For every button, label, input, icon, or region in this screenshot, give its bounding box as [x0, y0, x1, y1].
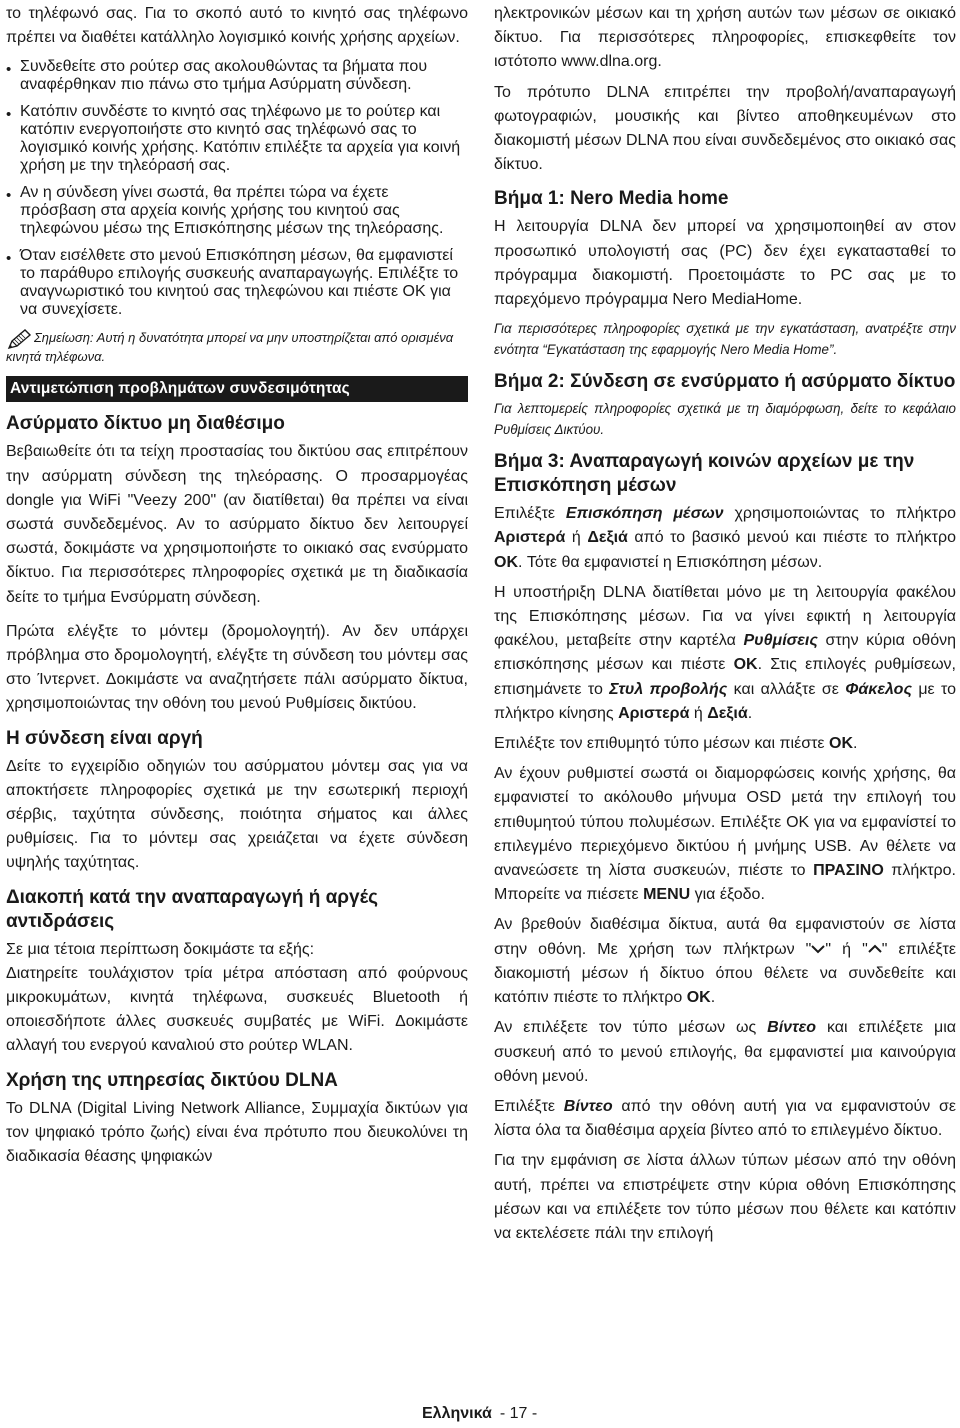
paragraph: Το πρότυπο DLNA επιτρέπει την προβολή/αναπαραγωγή φωτογραφιών, μουσικής και βίντεο αποθηκευμένων στο διακομιστή μέσων DLNA που είναι συνδεδεμένος στο οικιακό σας δίκτυο.	[494, 83, 956, 174]
paragraph: ηλεκτρονικών μέσων και τη χρήση αυτών των μέσων σε οικιακό δίκτυο. Για περισσότερες πληροφορίες, επισκεφθείτε τον ιστότοπο www.dlna.org.	[494, 5, 956, 71]
paragraph: Αν έχουν ρυθμιστεί σωστά οι διαμορφώσεις κοινής χρήσης, θα εμφανιστεί το ακόλουθο μήνυμα OSD μετά την επιλογή του επιθυμητού τύπου πολυμέσων. Επιλέξτε OK για να εμφανίστεί το επιλεγμένο περιεχόμενο δικτύου ή μνήμης USB. Αν θέλετε να ανανεώσετε τη λίστα συσκευών, πιέστε το ΠΡΑΣΙΝΟ πλήκτρο. Μπορείτε να πιέσετε MENU για έξοδο.	[494, 765, 956, 904]
heading-slow: Η σύνδεση είναι αργή	[6, 727, 203, 749]
italic-note: Για λεπτομερείς πληροφορίες σχετικά με τη διαμόρφωση, δείτε το κεφάλαιο Ρυθμίσεις Δικτύου.	[494, 401, 956, 438]
bullet-item: • Συνδεθείτε στο ρούτερ σας ακολουθώντας τα βήματα που αναφέρθηκαν πιο πάνω στο τμήμα Ασύρματη σύνδεση.	[6, 58, 468, 94]
heading-wireless: Ασύρματο δίκτυο μη διαθέσιμο	[6, 413, 285, 435]
paragraph: Επιλέξτε τον επιθυμητό τύπο μέσων και πιέστε OK.	[494, 735, 858, 753]
page-number: - 17 -	[499, 1405, 538, 1422]
heading-step3: Βήμα 3: Αναπαραγωγή κοινών αρχείων με την Επισκόπηση μέσων	[494, 451, 915, 497]
bullet-item: • Όταν εισέλθετε στο μενού Επισκόπηση μέσων, θα εμφανιστεί το παράθυρο επιλογής συσκευής αναπαραγωγής. Επιλέξτε το αναγνωριστικό του κινητού σας τηλεφώνου και πιέστε OK για να συνεχίσετε.	[6, 247, 468, 319]
paragraph: Σε μια τέτοια περίπτωση δοκιμάστε τα εξής:	[6, 940, 315, 958]
paragraph: Επιλέξτε Επισκόπηση μέσων χρησιμοποιώντας το πλήκτρο Αριστερά ή Δεξιά από το βασικό μενού και πιέστε το πλήκτρο OK. Τότε θα εμφανιστεί η Επισκόπηση μέσων.	[494, 505, 957, 571]
heading-step2: Βήμα 2: Σύνδεση σε ενσύρματο ή ασύρματο δίκτυο	[494, 371, 956, 393]
bullet-item: • Κατόπιν συνδέστε το κινητό σας τηλέφωνο με το ρούτερ και κατόπιν ενεργοποιήστε στο κινητό σας τηλέφωνό σας το λογισμικό κοινής χρήσης. Κατόπιν επιλέξτε τα αρχεία για κοινή χρήση με την τηλεόρασή σας.	[6, 103, 468, 175]
footer-language: Ελληνικά	[422, 1405, 492, 1422]
left-column	[6, 2, 468, 1169]
bullet-list	[6, 58, 468, 319]
paragraph: Δείτε το εγχειρίδιο οδηγιών του ασύρματου μόντεμ σας για να αποκτήσετε πληροφορίες σχετικά με την εσωτερική περιοχή σέρβις, ταχύτητα σύνδεσης, ποιότητα σήματος και άλλες ρυθμίσεις. Για το μόντεμ σας χρειάζεται να έχετε σύνδεση υψηλής ταχύτητας.	[6, 757, 468, 872]
heading-interrupt: Διακοπή κατά την αναπαραγωγή ή αργές αντιδράσεις	[6, 886, 379, 932]
paragraph: Η λειτουργία DLNA δεν μπορεί να χρησιμοποιηθεί αν στον προσωπικό υπολογιστή σας (PC) δεν έχει εγκατασταθεί το πρόγραμμα διακομιστή. Προετοιμάστε το PC σας με το παρεχόμενο πρόγραμμα Nero MediaHome.	[494, 218, 956, 309]
section-bar: Αντιμετώπιση προβλημάτων συνδεσιμότητας	[6, 376, 468, 402]
heading-dlna: Χρήση της υπηρεσίας δικτύου DLNA	[6, 1069, 338, 1091]
pencil-note-icon	[6, 328, 32, 352]
paragraph: Επιλέξτε Βίντεο από την οθόνη αυτή για να εμφανιστούν σε λίστα όλα τα διαθέσιμα αρχεία βίντεο από το επιλεγμένο δίκτυο.	[494, 1097, 956, 1140]
heading-step1: Βήμα 1: Nero Media home	[494, 188, 729, 210]
paragraph: Αν επιλέξετε τον τύπο μέσων ως Βίντεο και επιλέξετε μια συσκευή από το μενού επιλογής, θα εμφανιστεί μια καινούργια οθόνη μενού.	[494, 1019, 957, 1085]
note	[6, 328, 468, 366]
paragraph: Το DLNA (Digital Living Network Alliance, Συμμαχία δικτύων για τον ψηφιακό τρόπο ζωής) είναι ένα πρότυπο που διευκολύνει τη διαδικασία θέασης ψηφιακών	[6, 1099, 468, 1166]
note-text: Σημείωση: Αυτή η δυνατότητα μπορεί να μην υποστηρίζεται από ορισμένα κινητά τηλέφωνα.	[6, 330, 454, 365]
bullet-item: • Αν η σύνδεση γίνει σωστά, θα πρέπει τώρα να έχετε πρόσβαση στα αρχεία κοινής χρήσης του κινητού σας τηλεφώνου μέσω της Επισκόπησης μέσων της τηλεόρασης.	[6, 184, 468, 238]
paragraph: Η υποστήριξη DLNA διατίθεται μόνο με τη λειτουργία φακέλου της Επισκόπησης μέσων. Για να γίνει εφικτή η λειτουργία φακέλου, μεταβείτε στην καρτέλα Ρυθμίσεις στην κύρια οθόνη επισκόπησης μέσων και πιέστε OK. Στις επιλογές ρυθμίσεων, επισημάνετε το Στυλ προβολής και αλλάξτε σε Φάκελος με το πλήκτρο κίνησης Αριστερά ή Δεξιά.	[494, 583, 957, 722]
paragraph: Αν βρεθούν διαθέσιμα δίκτυα, αυτά θα εμφανιστούν σε λίστα στην οθόνη. Με χρήση των πλήκτρων " " ή " " επιλέξτε διακομιστή μέσων ή δίκτυο όπου θέλετε να συνδεθείτε και κατόπιν πιέστε το πλήκτρο OK.	[494, 916, 956, 1007]
chevron-up-icon	[868, 944, 882, 954]
right-column	[494, 2, 956, 1246]
intro-paragraph: το τηλέφωνό σας. Για το σκοπό αυτό το κινητό σας τηλέφωνο πρέπει να διαθέτει κατάλληλο λογισμικό κοινής χρήσης αρχείων.	[6, 5, 468, 47]
paragraph: Για την εμφάνιση σε λίστα άλλων τύπων μέσων από την οθόνη αυτή, πρέπει να επιστρέψετε στην κύρια οθόνη Επισκόπησης μέσων και να επιλέξετε τον τύπο μέσων που θέλετε και κατόπιν να εκτελέσετε πάλι την επιλογή	[494, 1152, 956, 1242]
chevron-down-icon	[811, 944, 825, 954]
page-footer	[422, 1405, 537, 1423]
paragraph: Βεβαιωθείτε ότι τα τείχη προστασίας του δικτύου σας επιτρέπουν την ασύρματη σύνδεση της τηλεόρασης. Ο προσαρμογέας dongle για WiFi "Veezy 200" (αν διατίθεται) θα πρέπει να είναι σωστά συνδεδεμένος. Αν το ασύρματο δίκτυο δεν λειτουργεί σωστά, δοκιμάστε να χρησιμοποιήστε το οικιακό σας ενσύρματο δίκτυο. Για περισσότερες πληροφορίες σχετικά με τη διαδικασία δείτε το τμήμα Ενσύρματη σύνδεση.	[6, 443, 468, 606]
italic-note: Για περισσότερες πληροφορίες σχετικά με την εγκατάσταση, ανατρέξτε στην ενότητα “Εγκατάσταση της εφαρμογής Nero Media Home”.	[494, 321, 956, 358]
paragraph: Πρώτα ελέγξτε το μόντεμ (δρομολογητή). Αν δεν υπάρχει πρόβλημα στο δρομολογητή, ελέγξτε τη σύνδεση του μόντεμ σας στο Ίντερνετ. Δοκιμάστε να αναζητήσετε πάλι ασύρματο δίκτυα, χρησιμοποιώντας την οθόνη του μενού Ρυθμίσεις δικτύου.	[6, 622, 468, 713]
paragraph: Διατηρείτε τουλάχιστον τρία μέτρα απόσταση από φούρνους μικροκυμάτων, κινητά τηλέφωνα, συσκευές Bluetooth ή οποιεσδήποτε άλλες συσκευές συμβατές με WiFi. Δοκιμάστε αλλαγή του ενεργού καναλιού στο ρούτερ WLAN.	[6, 964, 468, 1055]
